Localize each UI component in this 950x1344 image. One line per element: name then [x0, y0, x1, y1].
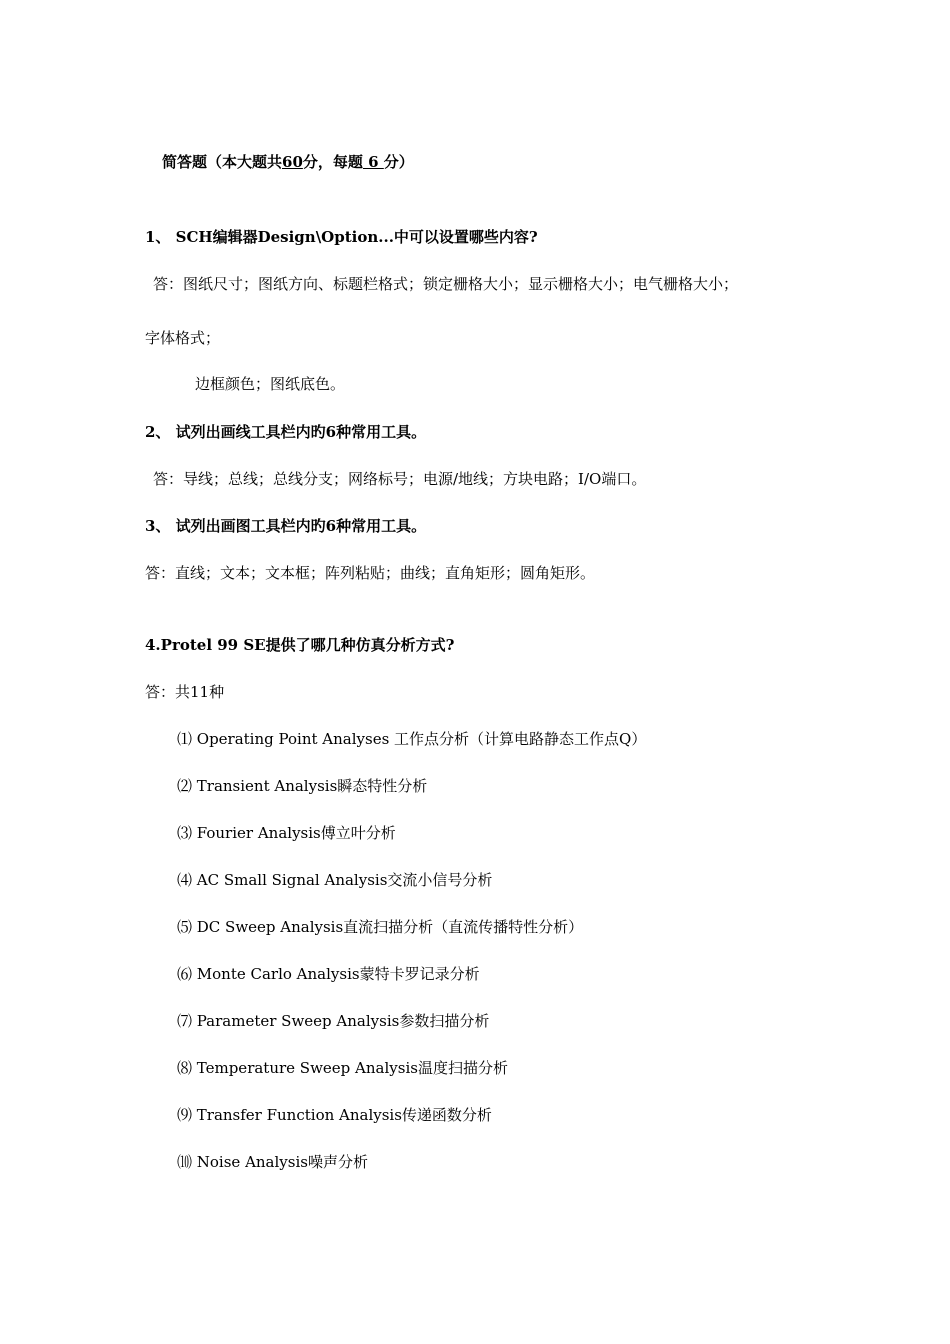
analysis-item: ⑺ Parameter Sweep Analysis参数扫描分析 — [177, 1012, 490, 1030]
section-title-suffix: 分） — [383, 153, 414, 171]
section-title-mid: 分，每题 — [302, 153, 363, 171]
question-1: 1、 SCH编辑器Design\Option...中可以设置哪些内容? — [145, 228, 538, 246]
analysis-item: ⑻ Temperature Sweep Analysis温度扫描分析 — [177, 1059, 508, 1077]
question-3: 3、 试列出画图工具栏内旳6种常用工具。 — [145, 517, 427, 535]
answer-1-line-1: 答：图纸尺寸；图纸方向、标题栏格式；锁定栅格大小；显示栅格大小；电气栅格大小； — [153, 275, 739, 293]
analysis-item: ⑽ Noise Analysis噪声分析 — [177, 1153, 368, 1171]
analysis-item: ⑴ Operating Point Analyses 工作点分析（计算电路静态工作点Q） — [177, 730, 647, 748]
analysis-item: ⑶ Fourier Analysis傅立叶分析 — [177, 824, 396, 842]
question-4: 4.Protel 99 SE提供了哪几种仿真分析方式? — [145, 636, 455, 654]
analysis-item: ⑹ Monte Carlo Analysis蒙特卡罗记录分析 — [177, 965, 480, 983]
answer-3: 答：直线；文本；文本框；阵列粘贴；曲线；直角矩形；圆角矩形。 — [145, 564, 596, 582]
analysis-item: ⑼ Transfer Function Analysis传递函数分析 — [177, 1106, 492, 1124]
analysis-item: ⑷ AC Small Signal Analysis交流小信号分析 — [177, 871, 493, 889]
total-score: 60 — [282, 153, 303, 171]
section-title-prefix: 简答题（本大题共 — [162, 153, 283, 171]
answer-2: 答：导线；总线；总线分支；网络标号；电源/地线；方块电路；I/O端口。 — [153, 470, 647, 488]
analysis-item: ⑸ DC Sweep Analysis直流扫描分析（直流传播特性分析） — [177, 918, 584, 936]
answer-1-line-2: 字体格式； — [145, 329, 221, 347]
answer-4-intro: 答：共11种 — [145, 683, 225, 701]
section-title — [162, 152, 414, 172]
per-question-score: 6 — [362, 153, 384, 171]
question-2: 2、 试列出画线工具栏内旳6种常用工具。 — [145, 423, 427, 441]
analysis-item: ⑵ Transient Analysis瞬态特性分析 — [177, 777, 428, 795]
answer-1-line-3: 边框颜色；图纸底色。 — [195, 375, 346, 393]
